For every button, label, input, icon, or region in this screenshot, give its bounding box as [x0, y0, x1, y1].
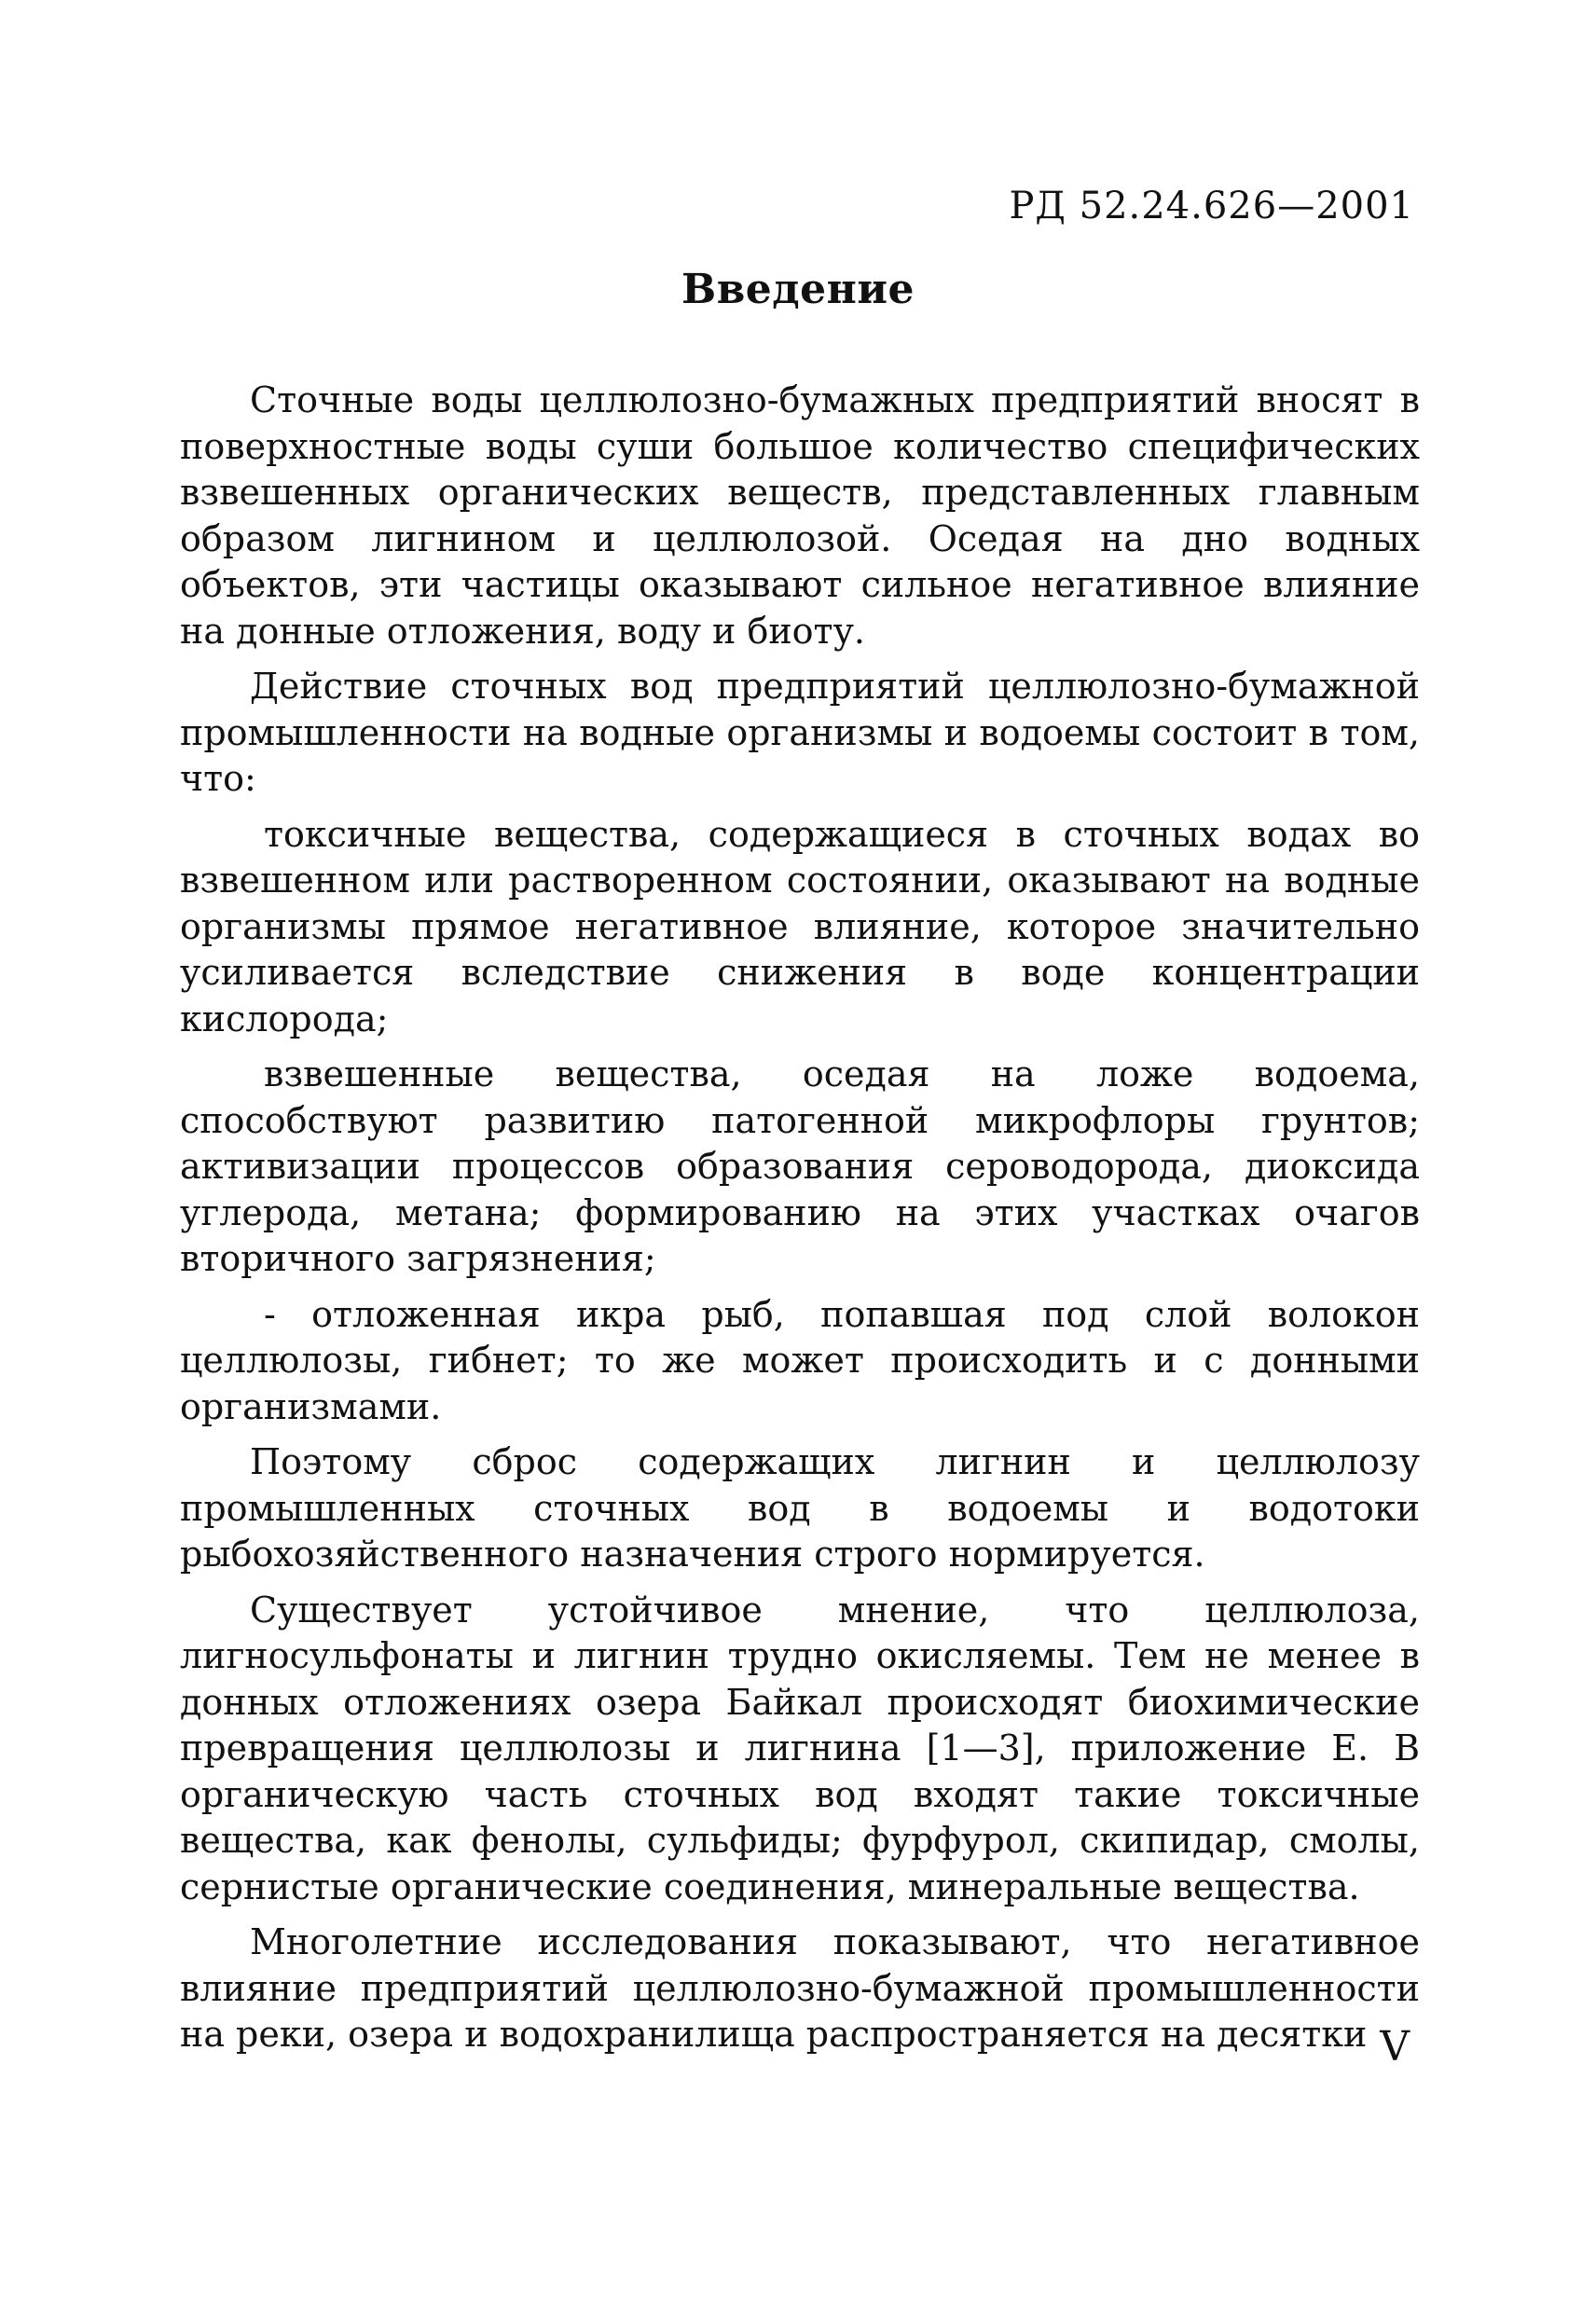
- page-title: Введение: [681, 266, 915, 313]
- list-item: взвешенные вещества, оседая на ложе водоема, способствуют развитию патогенной микрофлоры грунтов; активизации процессов образования сероводорода, диоксида углерода, метана; формированию на этих участках очагов вторичного загрязнения;: [180, 1053, 1420, 1279]
- paragraph: Поэтому сброс содержащих лигнин и целлюлозу промышленных сточных вод в водоемы и водотоки рыбохозяйственного назначения строго нормируется.: [180, 1441, 1420, 1575]
- paragraph: Сточные воды целлюлозно-бумажных предприятий вносят в поверхностные воды суши большое количество специфических взвешенных органических веществ, представленных главным образом лигнином и целлюлозой. Оседая на дно водных объектов, эти частицы оказывают сильное негативное влияние на донные отложения, воду и биоту.: [180, 379, 1420, 652]
- paragraph: Действие сточных вод предприятий целлюлозно-бумажной промышленности на водные организмы и водоемы состоит в том, что:: [180, 666, 1420, 799]
- document-code: РД 52.24.626—2001: [1009, 185, 1414, 227]
- paragraph: Существует устойчивое мнение, что целлюлоза, лигносульфонаты и лигнин трудно окисляемы. Тем не менее в донных отложениях озера Байкал происходят биохимические превращения целлюлозы и лигнина [1—3], приложение Е. В органическую часть сточных вод входят такие токсичные вещества, как фенолы, сульфиды; фурфурол, скипидар, смолы, сернистые органические соединения, минеральные вещества.: [180, 1589, 1420, 1907]
- paragraph: Многолетние исследования показывают, что негативное влияние предприятий целлюлозно-бумажной промышленности на реки, озера и водохранилища распространяется на десятки: [180, 1921, 1420, 2055]
- body-text: [180, 378, 1420, 2068]
- list-item: токсичные вещества, содержащиеся в сточных водах во взвешенном или растворенном состоянии, оказывают на водные организмы прямое негативное влияние, которое значительно усиливается вследствие снижения в воде концентрации кислорода;: [180, 813, 1420, 1039]
- list-item: - отложенная икра рыб, попавшая под слой волокон целлюлозы, гибнет; то же может происходить и с донными организмами.: [180, 1293, 1420, 1427]
- page-number: V: [1380, 2023, 1410, 2071]
